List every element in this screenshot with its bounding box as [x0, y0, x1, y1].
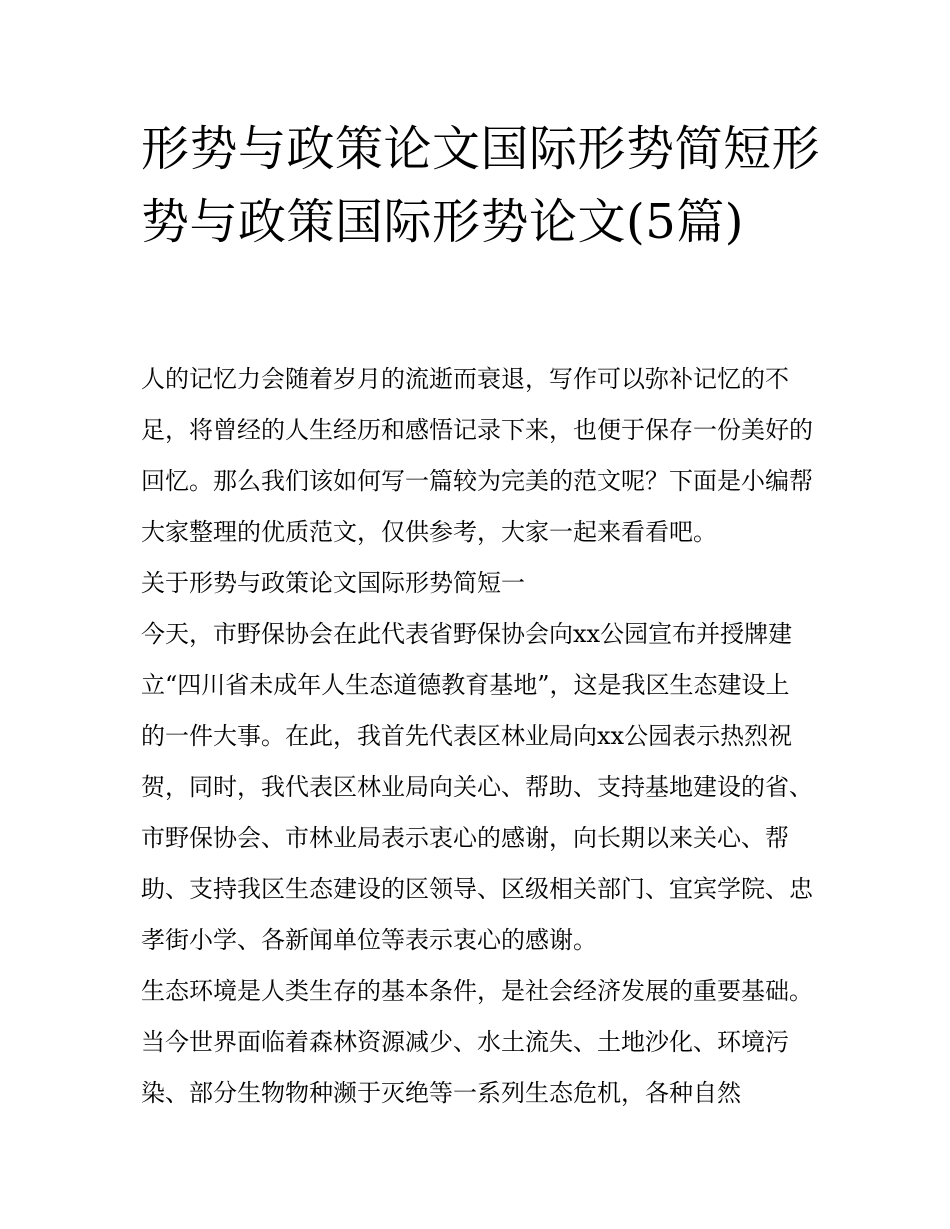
document-body: [141, 354, 813, 1119]
document-title: 形势与政策论文国际形势简短形势与政策国际形势论文(5篇): [141, 121, 821, 250]
section-heading: 关于形势与政策论文国际形势简短一: [141, 569, 525, 597]
intro-paragraph: 人的记忆力会随着岁月的流逝而衰退，写作可以弥补记忆的不足，将曾经的人生经历和感悟记录下来，也便于保存一份美好的回忆。那么我们该如何写一篇较为完美的范文呢？下面是小编帮大家整理的优质范文，仅供参考，大家一起来看看吧。: [141, 365, 813, 546]
body-paragraph: 生态环境是人类生存的基本条件，是社会经济发展的重要基础。当今世界面临着森林资源减少、水土流失、土地沙化、环境污染、部分生物物种濒于灭绝等一系列生态危机，各种自然: [141, 977, 813, 1107]
body-paragraph: 今天，市野保协会在此代表省野保协会向xx公园宣布并授牌建立“四川省未成年人生态道德教育基地”，这是我区生态建设上的一件大事。在此，我首先代表区林业局向xx公园表示热烈祝贺，同时，我代表区林业局向关心、帮助、支持基地建设的省、市野保协会、市林业局表示衷心的感谢，向长期以来关心、帮助、支持我区生态建设的区领导、区级相关部门、宜宾学院、忠孝街小学、各新闻单位等表示衷心的感谢。: [141, 620, 813, 954]
